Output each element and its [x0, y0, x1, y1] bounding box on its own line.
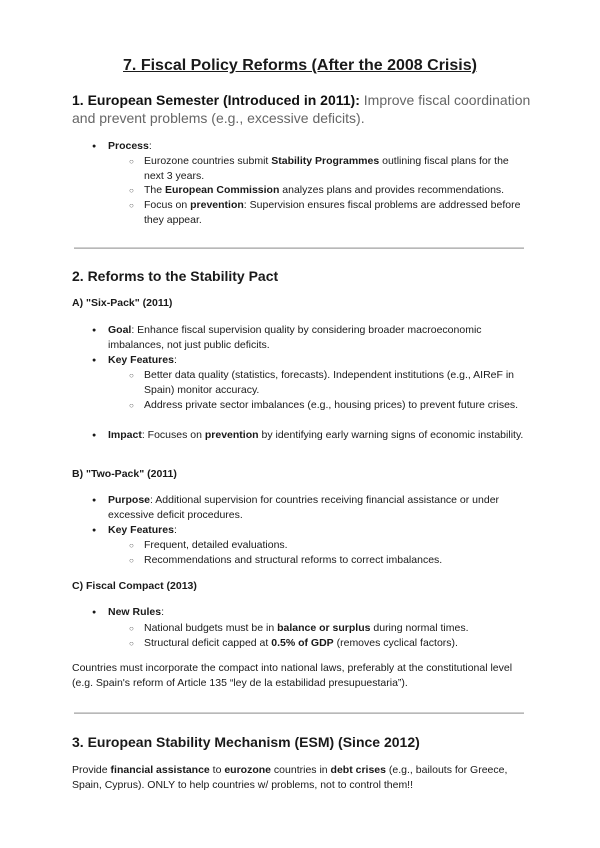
- section-1-description: Improve fiscal coordination and prevent problems (e.g., excessive deficits).: [72, 92, 531, 126]
- label: Impact: [108, 429, 142, 441]
- label: Key Features: [108, 354, 174, 366]
- label: New Rules: [108, 606, 162, 618]
- text: :: [161, 606, 165, 618]
- bold-text: balance or surplus: [277, 622, 371, 634]
- text: (removes cyclical factors).: [333, 637, 458, 649]
- bold-text: 0.5% of GDP: [271, 637, 334, 649]
- sub-bullet: [144, 636, 530, 651]
- text: : Enhance fiscal supervision quality by considering broader macroeconomic imbalances, not just public deficits.: [108, 324, 482, 351]
- label: Goal: [108, 324, 132, 336]
- divider: [74, 247, 524, 249]
- bullet-key-features: [108, 523, 528, 538]
- text: by identifying early warning signs of economic instability.: [258, 429, 524, 441]
- fiscal-compact-heading: C) Fiscal Compact (2013): [72, 580, 197, 592]
- text: : Supervision ensures fiscal problems are addressed before they appear.: [144, 199, 521, 226]
- bold-text: European Commission: [165, 184, 280, 196]
- text: Structural deficit capped at: [144, 637, 272, 649]
- divider: [74, 712, 524, 714]
- esm-paragraph: [72, 763, 530, 793]
- text: :: [148, 140, 152, 152]
- sub-bullet: [144, 154, 530, 184]
- text: during normal times.: [370, 622, 469, 634]
- text: to: [209, 764, 225, 776]
- six-pack-heading: A) "Six-Pack" (2011): [72, 297, 173, 309]
- bullet-goal: [108, 323, 528, 353]
- sub-bullet: [144, 621, 530, 636]
- section-2-heading: 2. Reforms to the Stability Pact: [72, 268, 279, 284]
- bold-text: Stability Programmes: [271, 155, 380, 167]
- text: : Additional supervision for countries receiving financial assistance or under excessive deficit procedures.: [108, 494, 500, 521]
- bullet-impact: [108, 428, 528, 443]
- text: : Focuses on: [141, 429, 205, 441]
- document-title: 7. Fiscal Policy Reforms (After the 2008 Crisis): [123, 57, 477, 74]
- bold-text: financial assistance: [110, 764, 210, 776]
- label: Key Features: [108, 524, 174, 536]
- section-1-title: 1. European Semester (Introduced in 2011):: [72, 92, 360, 108]
- bullet-process: [108, 139, 528, 154]
- sub-bullet: ○ Address private sector imbalances (e.g., housing prices) to prevent future crises.: [144, 398, 530, 413]
- label: Process: [108, 140, 149, 152]
- compact-paragraph: Countries must incorporate the compact into national laws, preferably at the constitutional level (e.g. Spain's reform of Article 135 “ley de la estabilidad presupuestaria”).: [72, 662, 513, 689]
- sub-bullet: [144, 183, 530, 198]
- text: analyzes plans and provides recommendations.: [279, 184, 505, 196]
- section-1-heading: [72, 91, 532, 127]
- bullet-purpose: [108, 493, 528, 523]
- text: outlining fiscal plans for the next 3 years.: [144, 155, 509, 182]
- text: Provide: [72, 764, 111, 776]
- bullet-new-rules: [108, 605, 528, 620]
- text: Focus on: [144, 199, 191, 211]
- sub-bullet: ○ Recommendations and structural reforms to correct imbalances.: [144, 553, 530, 568]
- text: (e.g., bailouts for Greece, Spain, Cyprus). ONLY to help countries w/ problems, not to control them!!: [72, 764, 508, 791]
- bold-text: prevention: [204, 429, 259, 441]
- sub-bullet: ○ Better data quality (statistics, forecasts). Independent institutions (e.g., AIReF in Spain) monitor accuracy.: [144, 368, 530, 398]
- text: countries in: [271, 764, 331, 776]
- bold-text: debt crises: [330, 764, 386, 776]
- text: :: [173, 524, 177, 536]
- bold-text: prevention: [190, 199, 244, 211]
- label: Purpose: [108, 494, 151, 506]
- sub-bullet: ○ Frequent, detailed evaluations.: [144, 538, 530, 553]
- text: :: [173, 354, 177, 366]
- text: Eurozone countries submit: [144, 155, 272, 167]
- text: The: [144, 184, 166, 196]
- sub-bullet: [144, 198, 530, 228]
- bullet-key-features: [108, 353, 528, 368]
- bold-text: eurozone: [224, 764, 272, 776]
- text: National budgets must be in: [144, 622, 278, 634]
- two-pack-heading: B) "Two-Pack" (2011): [72, 468, 177, 480]
- section-3-heading: 3. European Stability Mechanism (ESM) (Since 2012): [72, 734, 420, 750]
